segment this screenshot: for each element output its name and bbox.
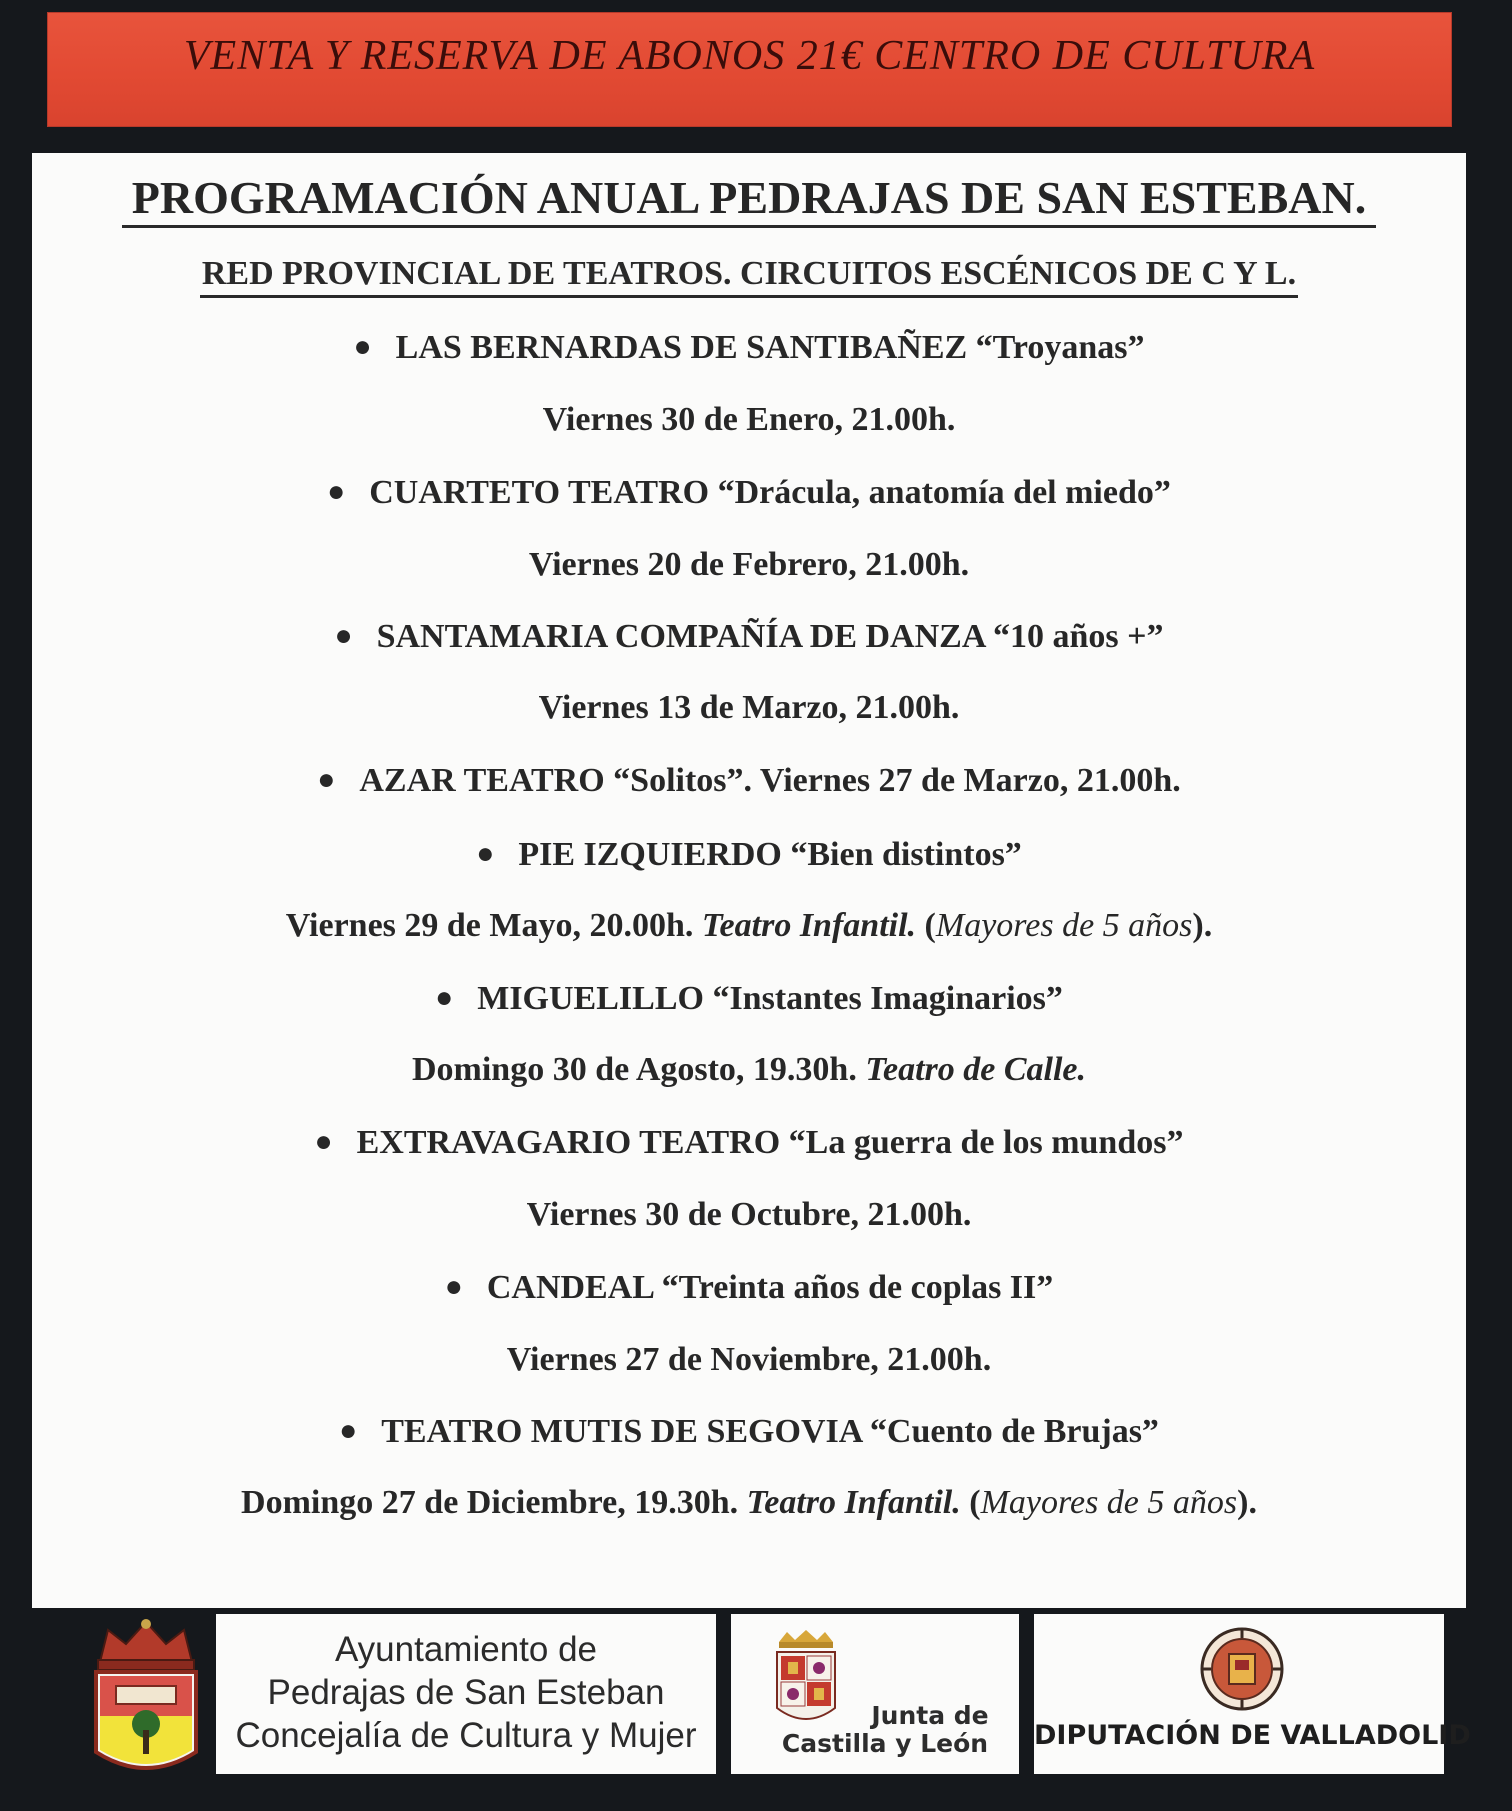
bullet-icon: ● [353,330,372,363]
banner-text: VENTA Y RESERVA DE ABONOS 21€ CENTRO DE CULTURA [183,33,1316,79]
event-act: ● CANDEAL “Treinta años de coplas II” [444,1269,1054,1306]
event-age: Mayores de 5 años [935,907,1193,944]
page-title: PROGRAMACIÓN ANUAL PEDRAJAS DE SAN ESTEBAN. [122,171,1376,228]
diputacion-seal-icon [1199,1626,1285,1712]
ayuntamiento-line: Ayuntamiento de [334,1630,598,1669]
ayuntamiento-line: Pedrajas de San Esteban [267,1673,665,1712]
bullet-icon: ● [327,475,346,508]
bullet-icon: ● [435,981,454,1014]
ayuntamiento-logo-box [216,1614,716,1774]
event-act: ● EXTRAVAGARIO TEATRO “La guerra de los mundos” [314,1124,1184,1161]
junta-name-line: Castilla y León [781,1729,989,1758]
page-subtitle: RED PROVINCIAL DE TEATROS. CIRCUITOS ESCÉNICOS DE C Y L. [200,253,1298,298]
event-act: ● TEATRO MUTIS DE SEGOVIA “Cuento de Brujas” [339,1413,1159,1450]
event-act: ● SANTAMARIA COMPAÑÍA DE DANZA “10 años +” [334,618,1164,655]
event-date: Viernes 30 de Enero, 21.00h. [542,401,956,438]
event-date: Domingo 27 de Diciembre, 19.30h. Teatro Infantil. (Mayores de 5 años). [241,1484,1257,1521]
bullet-icon: ● [444,1270,463,1303]
event-date: Viernes 29 de Mayo, 20.00h. Teatro Infantil. (Mayores de 5 años). [285,907,1213,944]
ayuntamiento-line: Concejalía de Cultura y Mujer [235,1716,697,1755]
program-panel [32,153,1466,1608]
event-date: Viernes 27 de Noviembre, 21.00h. [506,1341,992,1378]
bullet-icon: ● [317,763,336,796]
event-date: Viernes 13 de Marzo, 21.00h. [538,689,960,726]
bullet-icon: ● [314,1125,333,1158]
diputacion-name: DIPUTACIÓN DE VALLADOLID [1034,1720,1471,1751]
event-date: Domingo 30 de Agosto, 19.30h. Teatro de Calle. [411,1051,1087,1088]
junta-name-line: Junta de [871,1701,989,1730]
event-date: Viernes 30 de Octubre, 21.00h. [526,1196,972,1233]
banner [47,12,1452,127]
event-act: ● AZAR TEATRO “Solitos”. Viernes 27 de Marzo, 21.00h. [317,762,1181,799]
event-note: Teatro Infantil. [701,907,917,944]
bullet-icon: ● [476,837,495,870]
event-date: Viernes 20 de Febrero, 21.00h. [528,546,970,583]
event-age: Mayores de 5 años [980,1484,1238,1521]
event-act: ● CUARTETO TEATRO “Drácula, anatomía del miedo” [327,474,1171,511]
event-note: Teatro de Calle. [865,1051,1087,1088]
pedrajas-crest-logo [86,1612,206,1780]
event-act: ● LAS BERNARDAS DE SANTIBAÑEZ “Troyanas” [353,329,1145,366]
event-act: ● PIE IZQUIERDO “Bien distintos” [476,836,1022,873]
event-note: Teatro Infantil. [746,1484,961,1521]
bullet-icon: ● [339,1414,358,1447]
bullet-icon: ● [334,619,353,652]
event-act: ● MIGUELILLO “Instantes Imaginarios” [435,980,1063,1017]
diputacion-logo-box [1034,1614,1471,1774]
junta-logo-box [731,1614,1019,1774]
